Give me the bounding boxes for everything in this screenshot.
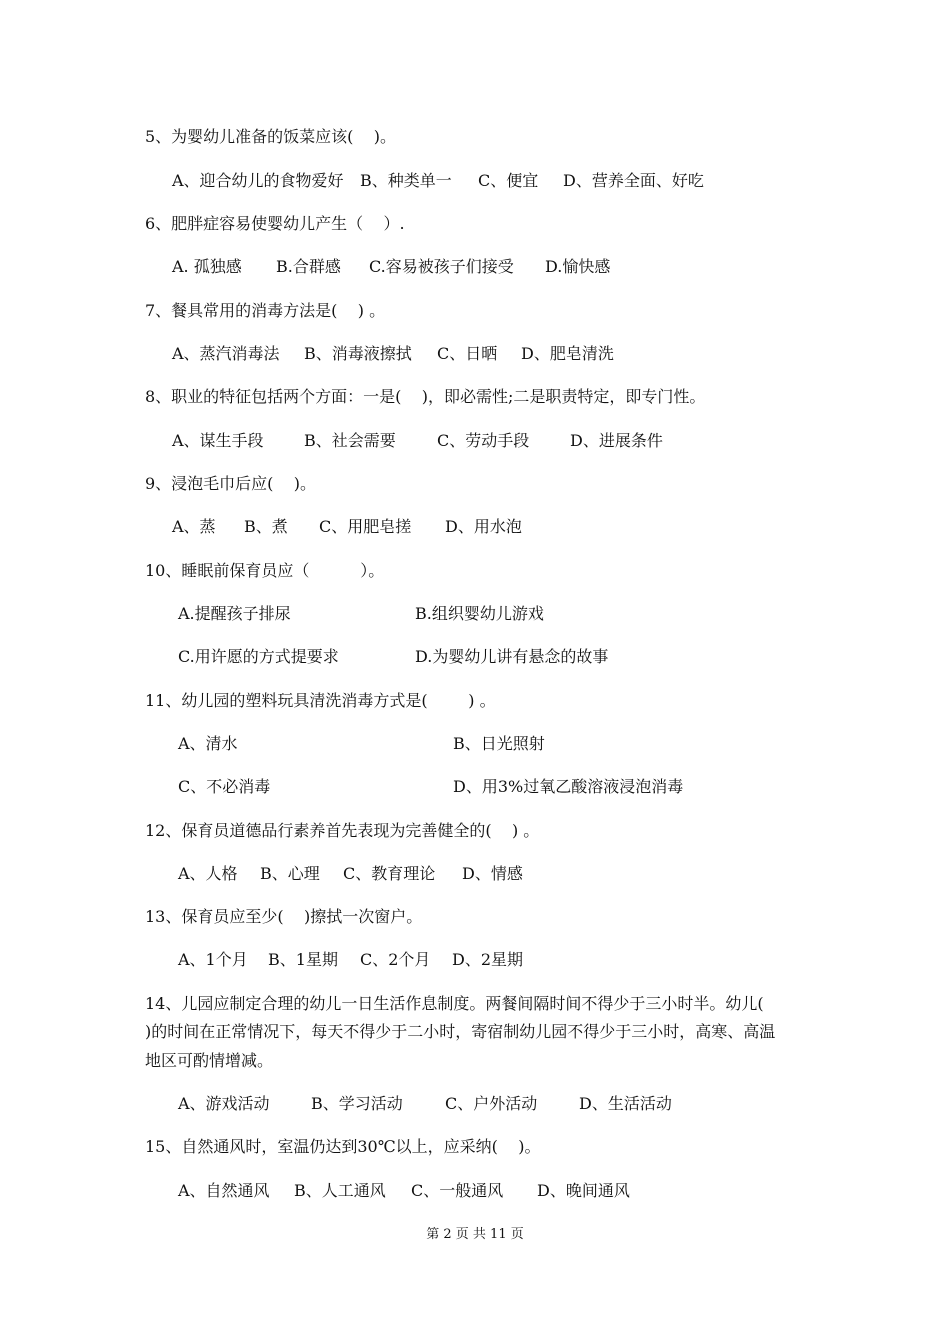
q14-option-a: A、游戏活动	[178, 1094, 270, 1113]
question-15: 15、自然通风时，室温仍达到30℃以上，应采纳( )。	[145, 1137, 541, 1156]
q5-option-d: D、营养全面、好吃	[563, 171, 704, 190]
q7-option-b: B、消毒液擦拭	[304, 344, 412, 363]
q10-option-a: A.提醒孩子排尿	[178, 604, 291, 623]
question-14-line-3: 地区可酌情增减。	[145, 1051, 274, 1070]
q10-option-b: B.组织婴幼儿游戏	[415, 604, 544, 623]
q12-option-b: B、心理	[260, 864, 320, 883]
q5-option-c: C、便宜	[478, 171, 539, 190]
q13-option-d: D、2星期	[452, 950, 524, 969]
q7-option-a: A、蒸汽消毒法	[172, 344, 280, 363]
question-8: 8、职业的特征包括两个方面：一是( )，即必需性;二是职责特定，即专门性。	[145, 387, 706, 406]
q14-option-b: B、学习活动	[311, 1094, 403, 1113]
question-7: 7、餐具常用的消毒方法是( ) 。	[145, 301, 386, 320]
q9-option-c: C、用肥皂搓	[319, 517, 412, 536]
q11-option-b: B、日光照射	[453, 734, 545, 753]
q7-option-d: D、肥皂清洗	[521, 344, 614, 363]
q11-option-c: C、不必消毒	[178, 777, 271, 796]
q5-option-a: A、迎合幼儿的食物爱好	[172, 171, 344, 190]
q8-option-d: D、进展条件	[570, 431, 663, 450]
q15-option-d: D、晚间通风	[537, 1181, 630, 1200]
q6-option-a: A. 孤独感	[172, 257, 242, 276]
question-9: 9、浸泡毛巾后应( )。	[145, 474, 317, 493]
q6-option-c: C.容易被孩子们接受	[369, 257, 514, 276]
q5-option-b: B、种类单一	[360, 171, 452, 190]
q14-option-c: C、户外活动	[445, 1094, 538, 1113]
q11-option-d: D、用3%过氧乙酸溶液浸泡消毒	[453, 777, 684, 796]
q13-option-c: C、2个月	[360, 950, 431, 969]
q15-option-c: C、一般通风	[411, 1181, 504, 1200]
question-10: 10、睡眠前保育员应（ ）。	[145, 561, 385, 580]
q7-option-c: C、日晒	[437, 344, 498, 363]
question-12: 12、保育员道德品行素养首先表现为完善健全的( ) 。	[145, 821, 540, 840]
q9-option-d: D、用水泡	[445, 517, 522, 536]
q12-option-c: C、教育理论	[343, 864, 436, 883]
question-14-line-1: 14、儿园应制定合理的幼儿一日生活作息制度。两餐间隔时间不得少于三小时半。幼儿(	[145, 994, 764, 1013]
q9-option-a: A、蒸	[172, 517, 216, 536]
question-6: 6、肥胖症容易使婴幼儿产生（ ）.	[145, 214, 405, 233]
q6-option-b: B.合群感	[276, 257, 341, 276]
q13-option-a: A、1个月	[178, 950, 248, 969]
q14-option-d: D、生活活动	[579, 1094, 672, 1113]
question-14-line-2: )的时间在正常情况下，每天不得少于二小时，寄宿制幼儿园不得少于三小时，高寒、高温	[145, 1022, 776, 1041]
question-5: 5、为婴幼儿准备的饭菜应该( )。	[145, 127, 397, 146]
q15-option-a: A、自然通风	[178, 1181, 270, 1200]
q8-option-a: A、谋生手段	[172, 431, 264, 450]
question-11: 11、幼儿园的塑料玩具清洗消毒方式是( ) 。	[145, 691, 496, 710]
q11-option-a: A、清水	[178, 734, 238, 753]
q10-option-c: C.用许愿的方式提要求	[178, 647, 339, 666]
q13-option-b: B、1星期	[268, 950, 338, 969]
question-13: 13、保育员应至少( )擦拭一次窗户。	[145, 907, 423, 926]
q12-option-d: D、情感	[462, 864, 523, 883]
page-footer: 第 2 页 共 11 页	[426, 1227, 524, 1242]
q15-option-b: B、人工通风	[294, 1181, 386, 1200]
q12-option-a: A、人格	[178, 864, 238, 883]
q8-option-c: C、劳动手段	[437, 431, 530, 450]
q10-option-d: D.为婴幼儿讲有悬念的故事	[415, 647, 609, 666]
q8-option-b: B、社会需要	[304, 431, 396, 450]
q9-option-b: B、煮	[244, 517, 288, 536]
q6-option-d: D.愉快感	[545, 257, 611, 276]
